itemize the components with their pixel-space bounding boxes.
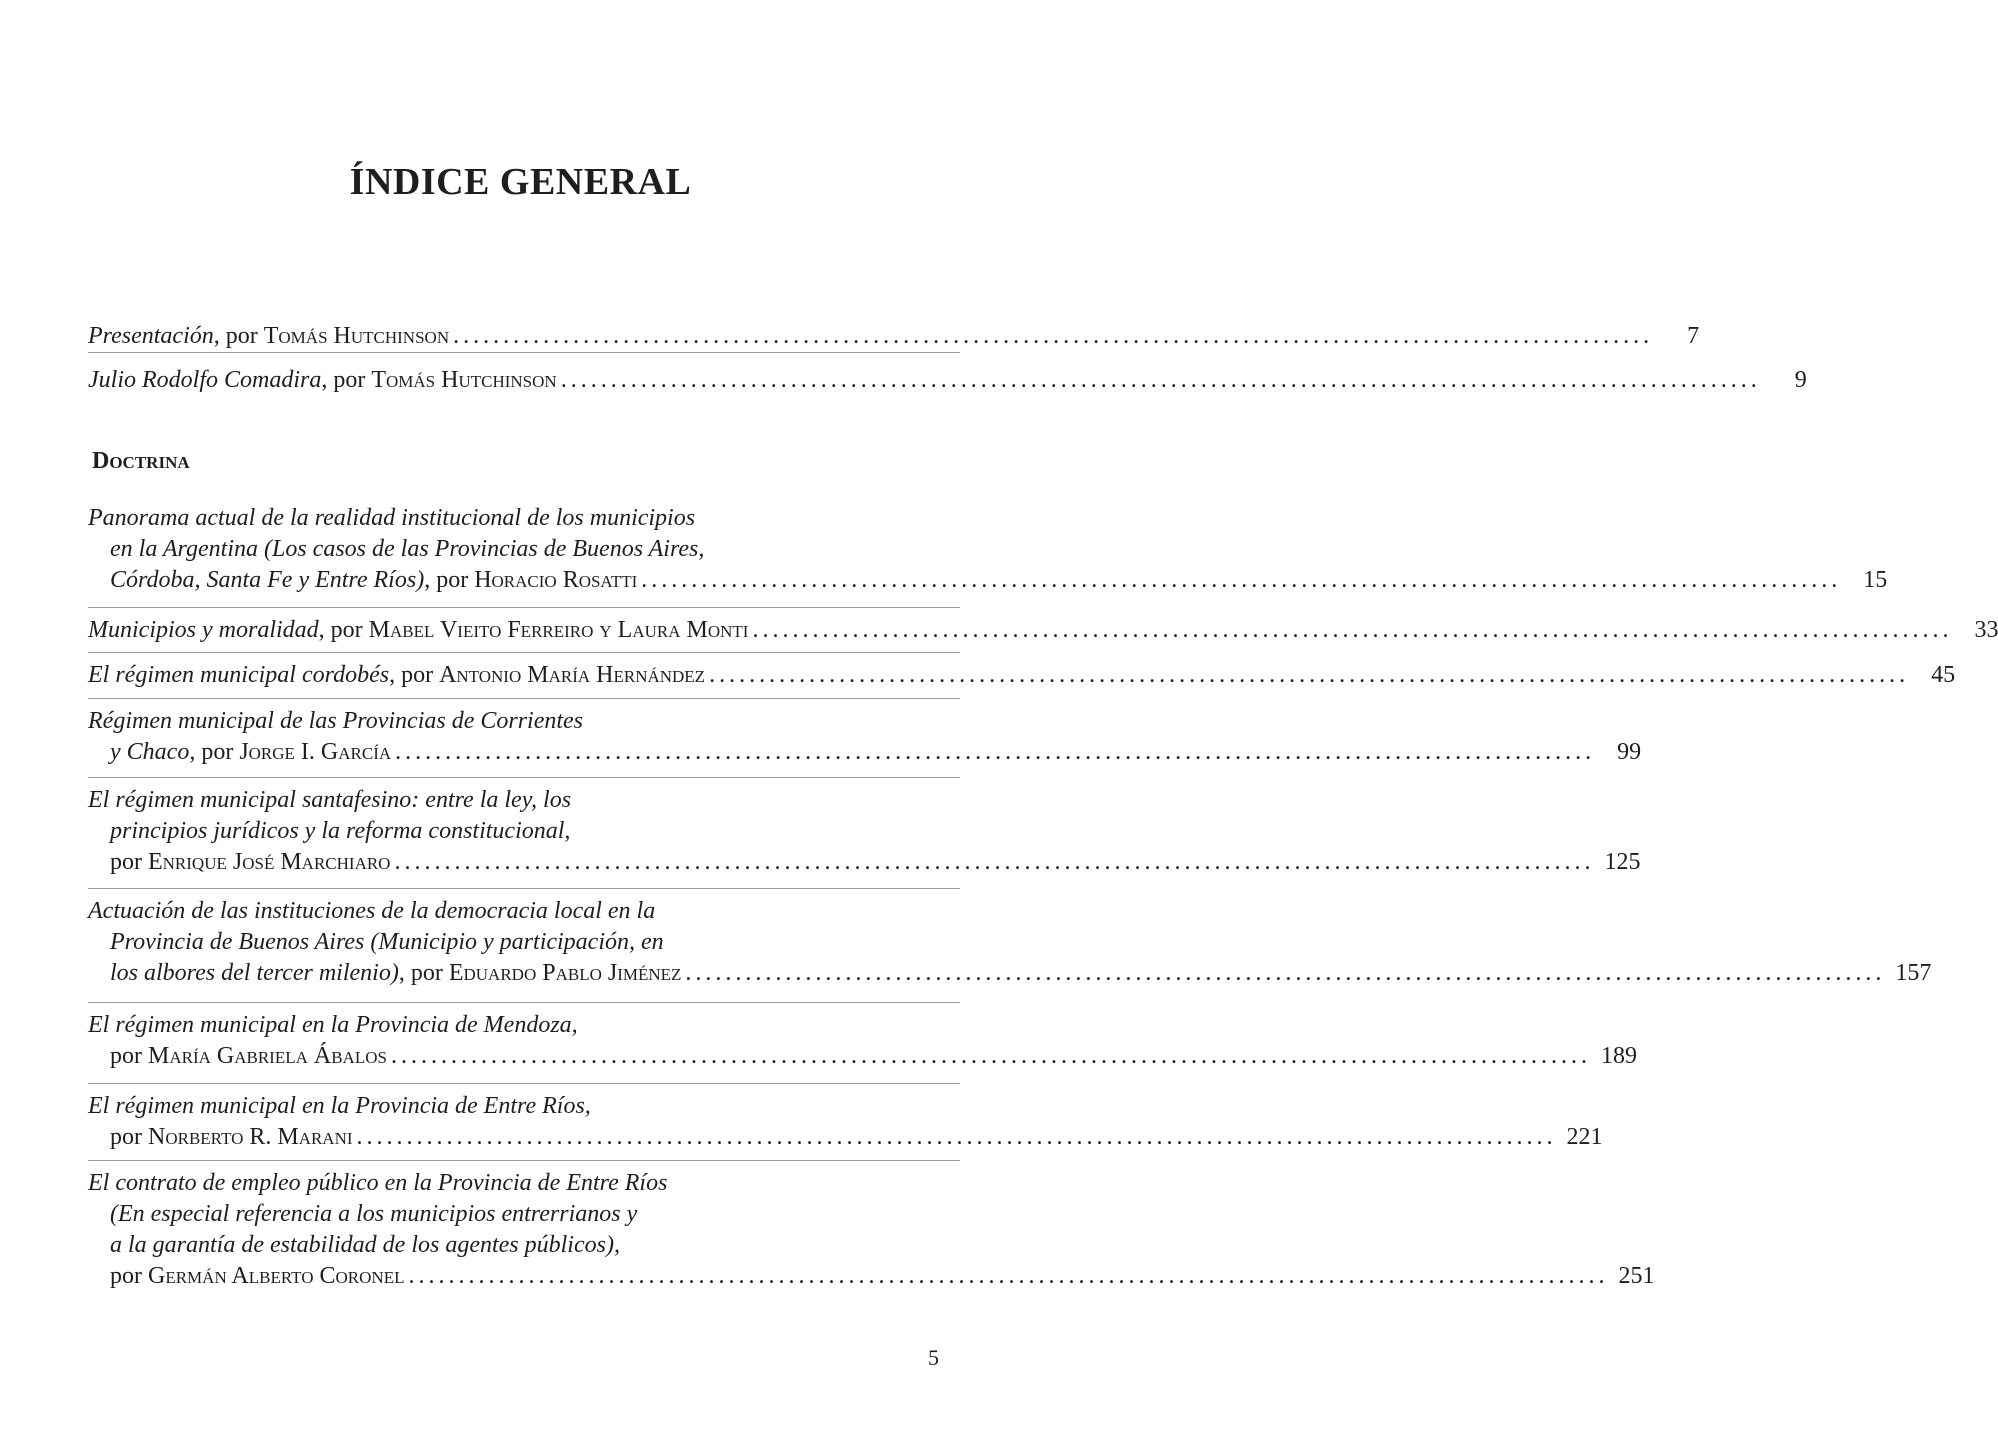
toc-entry-line <box>88 1091 960 1122</box>
toc-entry-line <box>88 816 960 847</box>
toc-entry-line <box>88 847 1641 878</box>
separator <box>88 1083 960 1084</box>
toc-entry-line <box>88 785 960 816</box>
toc-entry[interactable] <box>88 1168 1655 1292</box>
dot-leader: ........................................................................................................................ <box>390 1043 1591 1069</box>
toc-entry-text <box>88 708 583 734</box>
toc-entry-text <box>110 847 390 878</box>
author-name: Tomás Hutchinson <box>263 323 450 349</box>
toc-entry-text <box>88 365 557 396</box>
por-connector: , por <box>389 662 440 688</box>
page-ref[interactable]: 15 <box>1863 567 1888 593</box>
toc-entry[interactable] <box>88 660 1956 691</box>
separator <box>88 607 960 608</box>
toc-entry-text <box>110 536 704 562</box>
entry-title: Presentación <box>88 323 214 349</box>
toc-entry-line <box>88 1168 960 1199</box>
entry-title: Panorama actual de la realidad institucional de los municipios <box>88 505 696 531</box>
page-ref[interactable]: 157 <box>1895 960 1932 986</box>
page-ref[interactable]: 251 <box>1618 1263 1655 1289</box>
dot-leader: ........................................................................................................................ <box>752 617 1953 643</box>
toc-entry[interactable] <box>88 706 1642 768</box>
author-name: Horacio Rosatti <box>474 567 638 593</box>
toc-entry-line <box>88 737 1642 768</box>
dot-leader: ........................................................................................................................ <box>709 662 1910 688</box>
por-connector: , por <box>318 617 369 643</box>
separator <box>88 1002 960 1003</box>
por-connector: , por <box>398 960 449 986</box>
toc-entry-text <box>110 565 637 596</box>
toc-entry[interactable] <box>88 365 1807 396</box>
entry-title: los albores del tercer milenio) <box>110 960 399 986</box>
por-connector: , por <box>213 323 264 349</box>
entry-title: Provincia de Buenos Aires (Municipio y participación, en <box>110 929 664 955</box>
separator <box>88 698 960 699</box>
toc-entry-text <box>88 1093 591 1119</box>
author-name: María Gabriela Ábalos <box>148 1043 387 1069</box>
entry-title: Actuación de las instituciones de la democracia local en la <box>88 898 656 924</box>
por-connector: por <box>110 1263 148 1289</box>
toc-entry-text <box>110 1261 404 1292</box>
page-ref[interactable]: 9 <box>1794 367 1807 393</box>
toc-entry-line <box>88 503 960 534</box>
dot-leader: ........................................................................................................................ <box>395 739 1596 765</box>
page-number: 5 <box>928 1345 939 1370</box>
toc-entry-line <box>88 1122 1603 1153</box>
entry-title: en la Argentina (Los casos de las Provincias de Buenos Aires, <box>110 536 705 562</box>
separator <box>88 777 960 778</box>
entry-title: Régimen municipal de las Provincias de Corrientes <box>88 708 584 734</box>
entry-title: Municipios y moralidad <box>88 617 319 643</box>
toc-entry-line <box>88 1261 1655 1292</box>
author-name: Jorge I. García <box>239 739 392 765</box>
entry-title: Córdoba, Santa Fe y Entre Ríos) <box>110 567 425 593</box>
author-name: Tomás Hutchinson <box>371 367 557 393</box>
page-title: ÍNDICE GENERAL <box>349 161 692 203</box>
author-name: Enrique José Marchiaro <box>148 849 391 875</box>
toc-entry-text <box>110 818 570 844</box>
page-ref[interactable]: 45 <box>1931 662 1956 688</box>
por-connector: por <box>110 1124 148 1150</box>
por-connector: por <box>110 849 148 875</box>
toc-entry[interactable] <box>88 1091 1603 1153</box>
page-ref[interactable]: 99 <box>1617 739 1642 765</box>
toc-entry-line <box>88 534 960 565</box>
page-ref[interactable]: 7 <box>1687 323 1700 349</box>
toc-entry[interactable] <box>88 1010 1637 1072</box>
toc-entry-line <box>88 1010 960 1041</box>
toc-entry-text <box>110 737 391 768</box>
toc-entry-text <box>88 615 748 646</box>
author-name: Norberto R. Marani <box>148 1124 353 1150</box>
entry-title: (En especial referencia a los municipios entrerrianos y <box>110 1201 638 1227</box>
entry-title: principios jurídicos y la reforma constitucional, <box>110 818 571 844</box>
toc-entry-line <box>88 1230 960 1261</box>
toc-entry-text <box>88 1170 667 1196</box>
entry-title: El contrato de empleo público en la Provincia de Entre Ríos <box>88 1170 668 1196</box>
toc-entry-line <box>88 958 1932 989</box>
por-connector: , por <box>424 567 475 593</box>
section-heading: Doctrina <box>92 448 190 474</box>
dot-leader: ........................................................................................................................ <box>685 960 1886 986</box>
toc-entry-line <box>88 615 1998 646</box>
toc-entry-line <box>88 565 1888 596</box>
toc-entry-line <box>88 365 1807 396</box>
por-connector: , por <box>189 739 240 765</box>
entry-title: y Chaco <box>110 739 190 765</box>
dot-leader: ........................................................................................................................ <box>356 1124 1557 1150</box>
page-ref[interactable]: 221 <box>1566 1124 1603 1150</box>
toc-entry-text <box>110 1232 620 1258</box>
entry-title: El régimen municipal en la Provincia de Entre Ríos, <box>88 1093 591 1119</box>
page-ref[interactable]: 189 <box>1600 1043 1637 1069</box>
dot-leader: ........................................................................................................................ <box>453 323 1654 349</box>
toc-entry-text <box>88 660 705 691</box>
toc-entry-text <box>88 505 695 531</box>
toc-entry-text <box>110 1201 637 1227</box>
toc-entry[interactable] <box>88 785 1641 878</box>
entry-title: El régimen municipal en la Provincia de Mendoza, <box>88 1012 578 1038</box>
toc-entry[interactable] <box>88 615 1998 646</box>
dot-leader: ........................................................................................................................ <box>394 849 1595 875</box>
page-ref[interactable]: 125 <box>1604 849 1641 875</box>
toc-entry-text <box>88 787 571 813</box>
author-name: Antonio María Hernández <box>439 662 706 688</box>
toc-entry-text <box>88 321 449 352</box>
toc-entry-text <box>88 1012 578 1038</box>
por-connector: por <box>110 1043 148 1069</box>
entry-title: Julio Rodolfo Comadira <box>88 367 322 393</box>
toc-entry[interactable] <box>88 896 1932 989</box>
toc-entry-text <box>110 929 664 955</box>
toc-entry-line <box>88 896 960 927</box>
dot-leader: ........................................................................................................................ <box>560 367 1761 393</box>
author-name: Eduardo Pablo Jiménez <box>448 960 682 986</box>
toc-entry-line <box>88 927 960 958</box>
toc-entry-text <box>110 1122 353 1153</box>
toc-entry-line <box>88 1199 960 1230</box>
dot-leader: ........................................................................................................................ <box>408 1263 1609 1289</box>
toc-entry[interactable] <box>88 321 1700 352</box>
toc-entry-line <box>88 706 960 737</box>
toc-entry-line <box>88 660 1956 691</box>
toc-entry-line <box>88 321 1700 352</box>
entry-title: a la garantía de estabilidad de los agentes públicos), <box>110 1232 620 1258</box>
toc-entry-text <box>88 898 655 924</box>
separator <box>88 888 960 889</box>
separator <box>88 652 960 653</box>
toc-entry[interactable] <box>88 503 1888 596</box>
page-ref[interactable]: 33 <box>1974 617 1998 643</box>
entry-title: El régimen municipal cordobés <box>88 662 390 688</box>
por-connector: , por <box>321 367 372 393</box>
toc-entry-text <box>110 1041 387 1072</box>
separator <box>88 352 960 353</box>
dot-leader: ........................................................................................................................ <box>641 567 1842 593</box>
toc-entry-line <box>88 1041 1637 1072</box>
author-name: Germán Alberto Coronel <box>148 1263 405 1289</box>
entry-title: El régimen municipal santafesino: entre la ley, los <box>88 787 572 813</box>
separator <box>88 1160 960 1161</box>
author-name: Mabel Vieito Ferreiro y Laura Monti <box>368 617 749 643</box>
toc-entry-text <box>110 958 681 989</box>
